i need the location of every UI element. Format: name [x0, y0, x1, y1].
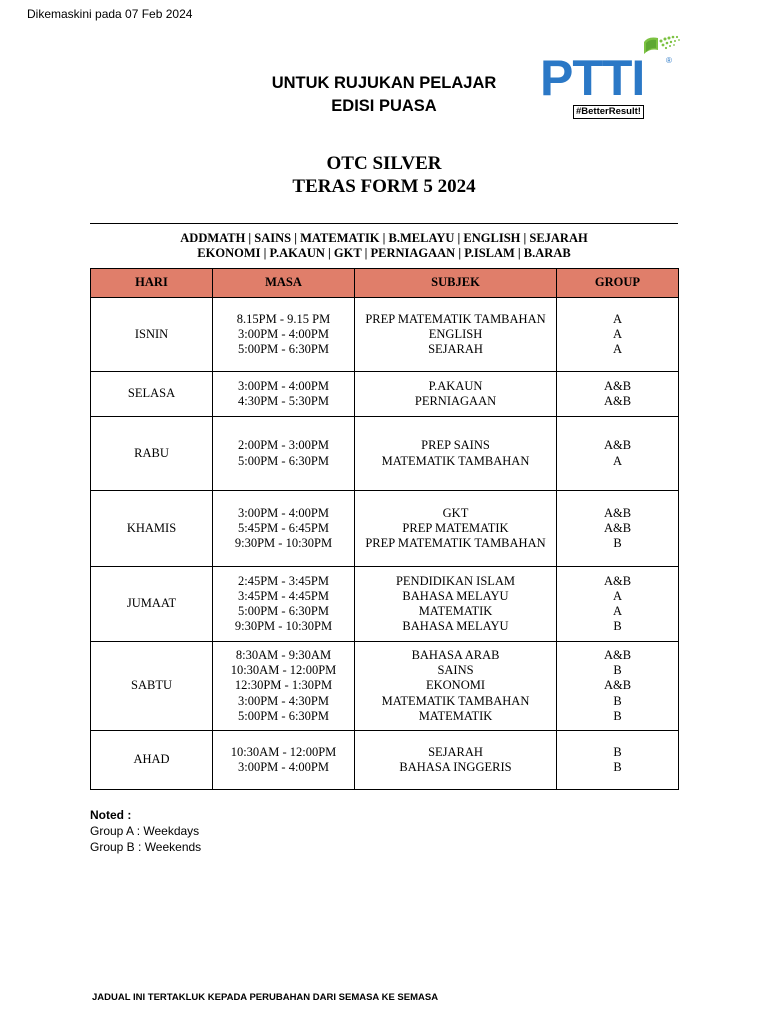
time-line: 4:30PM - 5:30PM — [238, 394, 329, 408]
column-header-subjek: SUBJEK — [355, 269, 557, 298]
subject-line: PREP MATEMATIK — [402, 520, 509, 535]
logo-registered-mark: ® — [666, 56, 672, 65]
group-line: B — [613, 708, 622, 723]
table-row — [91, 372, 679, 417]
table-row — [91, 417, 679, 491]
table-row — [91, 731, 679, 790]
table-row — [91, 298, 679, 372]
time-line: 8.15PM - 9.15 PM — [236, 311, 331, 326]
group-cell — [557, 491, 679, 567]
time-line: 5:00PM - 6:30PM — [238, 604, 329, 618]
time-line: 9:30PM - 10:30PM — [234, 536, 333, 551]
time-cell — [213, 567, 355, 642]
group-cell — [557, 567, 679, 642]
day-cell — [91, 417, 213, 491]
group-line: A — [612, 588, 623, 603]
table-row — [91, 491, 679, 567]
time-line: 10:30AM - 12:00PM — [230, 744, 337, 759]
time-line: 2:45PM - 3:45PM — [238, 573, 329, 588]
time-line: 5:00PM - 6:30PM — [238, 453, 329, 468]
group-line: A — [612, 453, 623, 468]
subject-line: MATEMATIK TAMBAHAN — [381, 693, 530, 708]
column-header-hari: HARI — [91, 269, 213, 298]
day-label: SELASA — [127, 386, 176, 401]
time-cell — [213, 731, 355, 790]
subject-line: SEJARAH — [428, 342, 483, 357]
group-line: B — [613, 760, 622, 774]
subject-line: PREP MATEMATIK TAMBAHAN — [365, 536, 546, 551]
subject-line: MATEMATIK — [418, 604, 493, 618]
subject-cell — [355, 298, 557, 372]
updated-date: Dikemaskini pada 07 Feb 2024 — [27, 7, 193, 21]
group-line: A — [612, 342, 623, 357]
subject-line: BAHASA MELAYU — [402, 588, 509, 603]
table-header-row — [91, 269, 679, 298]
time-cell — [213, 491, 355, 567]
day-label: SABTU — [131, 678, 172, 693]
subject-line: BAHASA MELAYU — [402, 619, 509, 634]
subject-cell — [355, 731, 557, 790]
title-line-1: OTC SILVER — [326, 153, 442, 174]
time-line: 3:00PM - 4:00PM — [238, 505, 329, 520]
day-cell — [91, 298, 213, 372]
group-cell — [557, 731, 679, 790]
time-line: 3:00PM - 4:30PM — [238, 693, 329, 708]
group-line: A&B — [603, 378, 632, 393]
time-line: 5:00PM - 6:30PM — [238, 342, 329, 357]
schedule-table — [90, 268, 679, 790]
subject-list — [90, 231, 678, 261]
group-line: A&B — [603, 520, 632, 535]
group-line: A&B — [603, 438, 632, 453]
subject-line: SAINS — [437, 663, 474, 678]
day-label: RABU — [134, 445, 169, 460]
subject-line: PREP MATEMATIK TAMBAHAN — [365, 311, 546, 326]
group-line: B — [613, 663, 622, 678]
column-header-group: GROUP — [557, 269, 679, 298]
group-cell — [557, 298, 679, 372]
subject-cell — [355, 642, 557, 731]
subject-line: MATEMATIK — [418, 708, 493, 723]
day-cell — [91, 567, 213, 642]
subject-line: EKONOMI — [425, 678, 486, 693]
group-line: B — [613, 744, 622, 759]
document-title — [200, 152, 568, 198]
table-row — [91, 567, 679, 642]
time-line: 8:30AM - 9:30AM — [235, 647, 332, 662]
subject-line: MATEMATIK TAMBAHAN — [381, 453, 530, 468]
group-line: A&B — [603, 678, 632, 693]
table-row — [91, 642, 679, 731]
subject-line-2: EKONOMI | P.AKAUN | GKT | PERNIAGAAN | P.ISLAM | B.ARAB — [197, 246, 571, 260]
subject-line: SEJARAH — [428, 744, 483, 759]
footer-disclaimer: JADUAL INI TERTAKLUK KEPADA PERUBAHAN DARI SEMASA KE SEMASA — [92, 992, 439, 1003]
ptti-logo — [540, 34, 680, 122]
subject-line: PREP SAINS — [421, 438, 490, 453]
time-line: 10:30AM - 12:00PM — [230, 663, 337, 678]
time-line: 3:00PM - 4:00PM — [238, 378, 329, 393]
day-cell — [91, 642, 213, 731]
group-line: A&B — [603, 573, 632, 588]
group-line: B — [613, 619, 622, 634]
time-line: 5:45PM - 6:45PM — [238, 520, 329, 535]
group-line: A&B — [603, 647, 632, 662]
schedule-body — [91, 298, 679, 790]
day-cell — [91, 372, 213, 417]
divider-rule — [90, 223, 678, 224]
group-line: B — [613, 693, 622, 708]
subject-line: GKT — [442, 505, 469, 520]
group-cell — [557, 372, 679, 417]
header-line-1: UNTUK RUJUKAN PELAJAR — [271, 74, 497, 92]
day-cell — [91, 731, 213, 790]
header-line-2: EDISI PUASA — [331, 97, 437, 115]
group-line: A — [612, 311, 623, 326]
group-line: A&B — [603, 394, 632, 408]
subject-line: P.AKAUN — [428, 378, 483, 393]
time-cell — [213, 372, 355, 417]
day-label: KHAMIS — [126, 520, 177, 535]
logo-wordmark: PTTI — [540, 50, 645, 106]
time-line: 3:00PM - 4:00PM — [238, 326, 329, 341]
time-cell — [213, 642, 355, 731]
group-line: A — [612, 604, 623, 618]
column-header-masa: MASA — [213, 269, 355, 298]
group-line: A&B — [603, 505, 632, 520]
subject-line: BAHASA ARAB — [411, 647, 500, 662]
time-cell — [213, 417, 355, 491]
time-cell — [213, 298, 355, 372]
time-line: 3:45PM - 4:45PM — [238, 588, 329, 603]
subject-cell — [355, 491, 557, 567]
title-line-2: TERAS FORM 5 2024 — [292, 176, 476, 197]
group-line: A — [612, 326, 623, 341]
subject-line-1: ADDMATH | SAINS | MATEMATIK | B.MELAYU | ENGLISH | SEJARAH — [180, 231, 588, 245]
subject-line: PENDIDIKAN ISLAM — [395, 573, 516, 588]
day-label: AHAD — [133, 752, 170, 767]
day-label: ISNIN — [134, 326, 169, 341]
group-cell — [557, 417, 679, 491]
subject-cell — [355, 372, 557, 417]
time-line: 9:30PM - 10:30PM — [234, 619, 333, 634]
notes-section — [90, 807, 201, 855]
day-label: JUMAAT — [126, 596, 177, 611]
time-line: 2:00PM - 3:00PM — [238, 438, 329, 453]
notes-line-group-a: Group A : Weekdays — [90, 824, 200, 838]
time-line: 3:00PM - 4:00PM — [238, 760, 329, 774]
subject-line: BAHASA INGGERIS — [399, 760, 512, 774]
notes-line-group-b: Group B : Weekends — [90, 840, 202, 854]
time-line: 12:30PM - 1:30PM — [234, 678, 333, 693]
group-line: B — [613, 536, 622, 551]
day-cell — [91, 491, 213, 567]
subject-cell — [355, 417, 557, 491]
group-cell — [557, 642, 679, 731]
time-line: 5:00PM - 6:30PM — [238, 708, 329, 723]
header-block — [250, 72, 518, 118]
subject-line: ENGLISH — [428, 326, 483, 341]
subject-cell — [355, 567, 557, 642]
subject-line: PERNIAGAAN — [414, 394, 497, 408]
notes-title: Noted : — [90, 808, 132, 822]
logo-leaf-icon — [640, 34, 682, 56]
logo-tagline: #BetterResult! — [573, 105, 644, 119]
